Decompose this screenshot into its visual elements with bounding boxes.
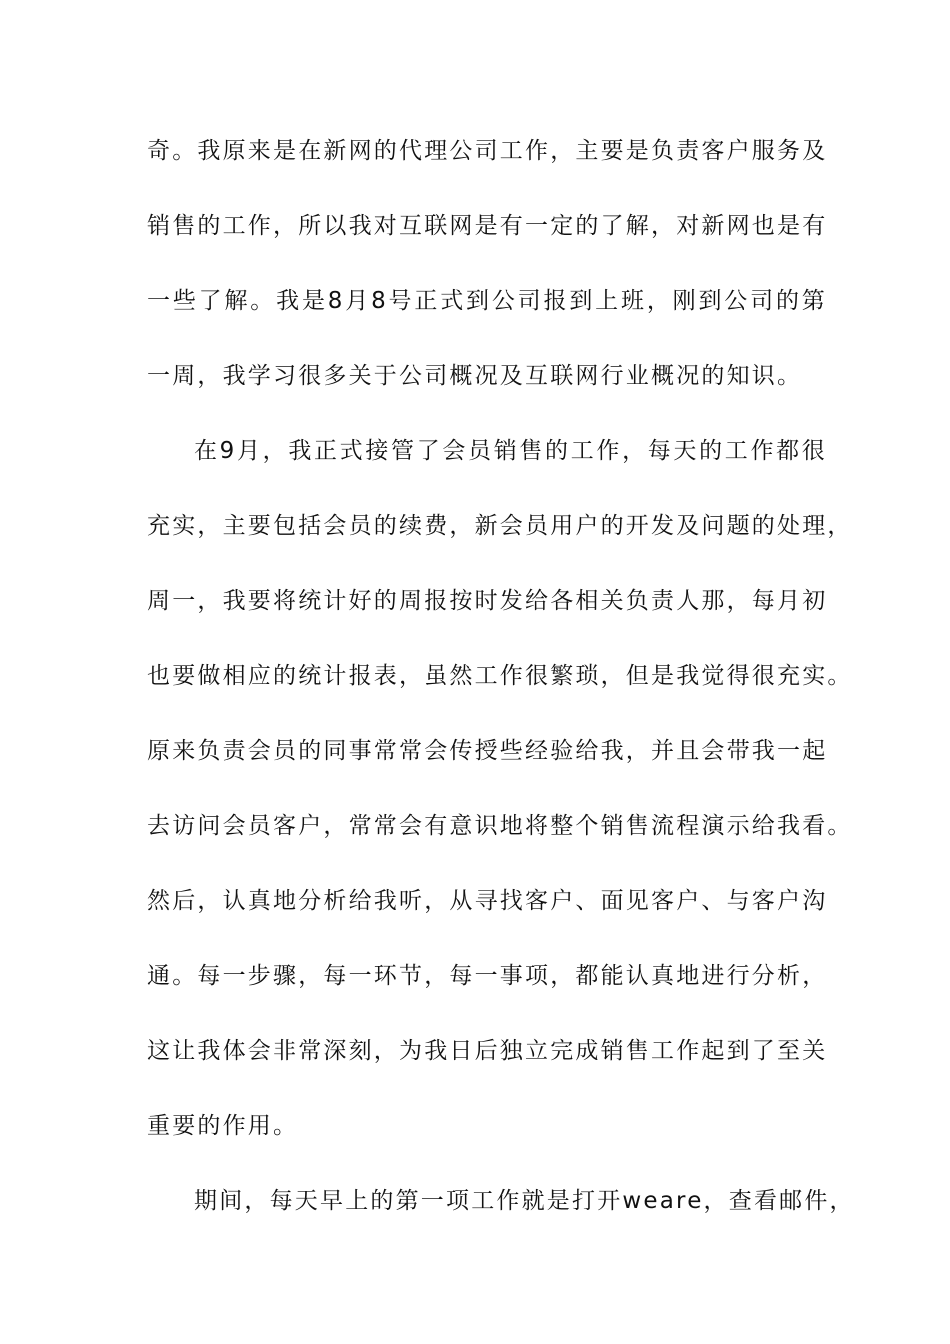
text-line: 通。每一步骤，每一环节，每一事项，都能认真地进行分析， bbox=[147, 963, 828, 989]
text-line: 周一，我要将统计好的周报按时发给各相关负责人那，每月初 bbox=[147, 588, 828, 614]
text-line: 奇。我原来是在新网的代理公司工作，主要是负责客户服务及 bbox=[147, 138, 828, 164]
text-line: 销售的工作，所以我对互联网是有一定的了解，对新网也是有 bbox=[147, 213, 828, 239]
text-line: 一周，我学习很多关于公司概况及互联网行业概况的知识。 bbox=[147, 363, 803, 389]
text-line: 然后，认真地分析给我听，从寻找客户、面见客户、与客户沟 bbox=[147, 888, 828, 914]
text-line: 在9月，我正式接管了会员销售的工作，每天的工作都很 bbox=[194, 438, 827, 464]
text-line: 一些了解。我是8月8号正式到公司报到上班，刚到公司的第 bbox=[147, 288, 827, 314]
text-line: 充实，主要包括会员的续费，新会员用户的开发及问题的处理， bbox=[147, 513, 853, 539]
text-line: 重要的作用。 bbox=[147, 1113, 299, 1139]
text-line: 这让我体会非常深刻，为我日后独立完成销售工作起到了至关 bbox=[147, 1038, 828, 1064]
text-line: 去访问会员客户，常常会有意识地将整个销售流程演示给我看。 bbox=[147, 813, 853, 839]
text-line: 也要做相应的统计报表，虽然工作很繁琐，但是我觉得很充实。 bbox=[147, 663, 853, 689]
text-line: 期间，每天早上的第一项工作就是打开weare，查看邮件， bbox=[194, 1188, 855, 1214]
text-line: 原来负责会员的同事常常会传授些经验给我，并且会带我一起 bbox=[147, 738, 828, 764]
